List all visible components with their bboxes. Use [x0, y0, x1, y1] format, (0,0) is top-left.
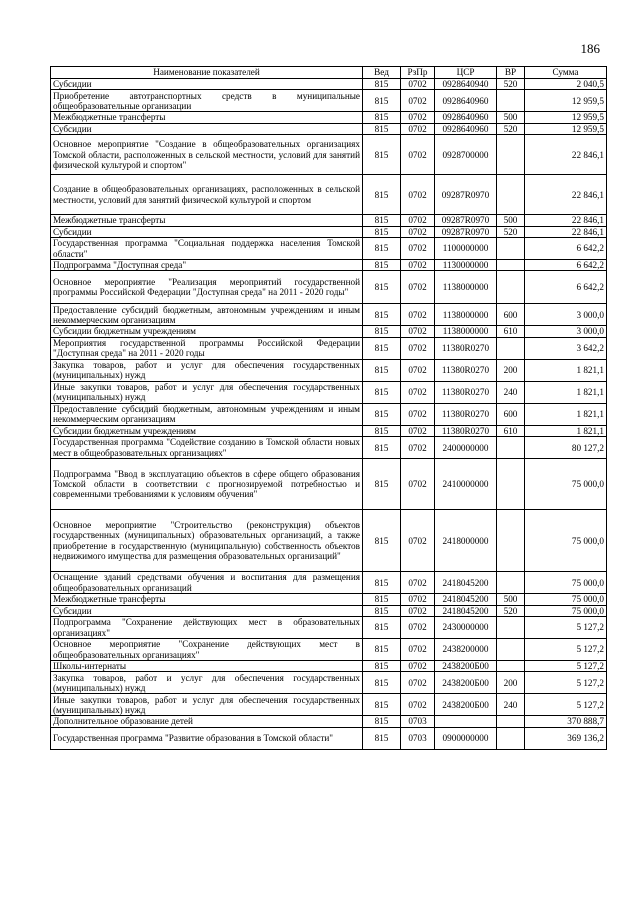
cell-ved: 815 [363, 304, 401, 326]
cell-sum: 3 000,0 [525, 326, 607, 337]
cell-sum: 75 000,0 [525, 594, 607, 605]
table-row [51, 337, 607, 359]
cell-rzpr: 0702 [401, 79, 435, 90]
cell-rzpr: 0702 [401, 617, 435, 639]
table-row [51, 123, 607, 134]
cell-sum: 370 888,7 [525, 716, 607, 727]
cell-ved: 815 [363, 572, 401, 594]
cell-ved: 815 [363, 605, 401, 616]
cell-name: Иные закупки товаров, работ и услуг для обеспечения государственных (муниципальных) нужд [51, 381, 363, 403]
cell-csr: 11380R0270 [435, 425, 497, 436]
cell-ved: 815 [363, 260, 401, 271]
cell-vr: 600 [497, 304, 525, 326]
cell-csr: 2410000000 [435, 459, 497, 510]
table-row [51, 381, 607, 403]
cell-rzpr: 0702 [401, 594, 435, 605]
cell-ved: 815 [363, 459, 401, 510]
cell-ved: 815 [363, 403, 401, 425]
cell-vr [497, 337, 525, 359]
header-name: Наименование показателей [51, 67, 363, 79]
cell-sum: 1 821,1 [525, 425, 607, 436]
table-row [51, 403, 607, 425]
cell-ved: 815 [363, 215, 401, 226]
cell-name: Государственная программа "Содействие созданию в Томской области новых мест в общеобразовательных организациях" [51, 437, 363, 459]
cell-name: Основное мероприятие "Сохранение действующих мест в общеобразовательных организациях" [51, 639, 363, 661]
cell-name: Предоставление субсидий бюджетным, автономным учреждениям и иным некоммерческим организациям [51, 403, 363, 425]
cell-rzpr: 0702 [401, 437, 435, 459]
cell-name: Приобретение автотранспортных средств в муниципальные общеобразовательные организации [51, 90, 363, 112]
cell-csr: 09287R0970 [435, 215, 497, 226]
cell-vr: 500 [497, 215, 525, 226]
cell-csr: 2418045200 [435, 605, 497, 616]
cell-name: Оснащение зданий средствами обучения и воспитания для размещения общеобразовательных организаций [51, 572, 363, 594]
cell-vr: 610 [497, 425, 525, 436]
table-row [51, 359, 607, 381]
cell-rzpr: 0702 [401, 215, 435, 226]
cell-sum: 1 821,1 [525, 359, 607, 381]
cell-rzpr: 0702 [401, 90, 435, 112]
cell-vr: 520 [497, 226, 525, 237]
cell-name: Основное мероприятие "Строительство (реконструкция) объектов государственных (муниципальных) образовательных организаций, а также приобретение в государственную (муниципальную) собственность объектов недвижимого имущества для размещения образовательных организаций" [51, 510, 363, 572]
table-row [51, 326, 607, 337]
table-row [51, 639, 607, 661]
cell-name: Субсидии [51, 123, 363, 134]
table-row [51, 226, 607, 237]
cell-csr: 11380R0270 [435, 403, 497, 425]
cell-name: Субсидии бюджетным учреждениям [51, 326, 363, 337]
cell-csr: 2418045200 [435, 572, 497, 594]
cell-vr [497, 510, 525, 572]
cell-rzpr: 0702 [401, 123, 435, 134]
table-row [51, 79, 607, 90]
table-row [51, 425, 607, 436]
cell-csr: 2430000000 [435, 617, 497, 639]
cell-sum: 5 127,2 [525, 661, 607, 672]
cell-csr: 2438200Б00 [435, 661, 497, 672]
cell-sum: 12 959,5 [525, 112, 607, 123]
cell-name: Субсидии [51, 226, 363, 237]
cell-csr: 1138000000 [435, 271, 497, 304]
cell-rzpr: 0702 [401, 135, 435, 175]
cell-vr [497, 617, 525, 639]
cell-ved: 815 [363, 672, 401, 694]
cell-vr [497, 260, 525, 271]
cell-vr: 600 [497, 403, 525, 425]
cell-sum: 1 821,1 [525, 403, 607, 425]
cell-rzpr: 0703 [401, 716, 435, 727]
cell-ved: 815 [363, 238, 401, 260]
cell-csr: 0900000000 [435, 727, 497, 749]
cell-sum: 75 000,0 [525, 572, 607, 594]
cell-name: Мероприятия государственной программы Российской Федерации "Доступная среда" на 2011 - 2020 годы [51, 337, 363, 359]
cell-sum: 6 642,2 [525, 238, 607, 260]
cell-ved: 815 [363, 123, 401, 134]
cell-rzpr: 0703 [401, 727, 435, 749]
cell-sum: 3 000,0 [525, 304, 607, 326]
table-row [51, 716, 607, 727]
table-row [51, 215, 607, 226]
cell-csr: 2438200000 [435, 639, 497, 661]
cell-ved: 815 [363, 594, 401, 605]
cell-ved: 815 [363, 727, 401, 749]
cell-sum: 75 000,0 [525, 605, 607, 616]
cell-csr: 0928640960 [435, 112, 497, 123]
cell-rzpr: 0702 [401, 425, 435, 436]
cell-ved: 815 [363, 79, 401, 90]
cell-name: Создание в общеобразовательных организациях, расположенных в сельской местности, условий для занятий физической культурой и спортом [51, 175, 363, 215]
cell-sum: 22 846,1 [525, 175, 607, 215]
cell-rzpr: 0702 [401, 403, 435, 425]
cell-name: Субсидии [51, 79, 363, 90]
table-row [51, 459, 607, 510]
table-body [51, 79, 607, 750]
cell-vr [497, 661, 525, 672]
cell-ved: 815 [363, 425, 401, 436]
cell-sum: 2 040,5 [525, 79, 607, 90]
cell-csr: 2400000000 [435, 437, 497, 459]
cell-sum: 12 959,5 [525, 123, 607, 134]
table-row [51, 605, 607, 616]
table-row [51, 594, 607, 605]
cell-csr: 2418000000 [435, 510, 497, 572]
cell-sum: 80 127,2 [525, 437, 607, 459]
cell-sum: 5 127,2 [525, 694, 607, 716]
cell-rzpr: 0702 [401, 175, 435, 215]
cell-name: Предоставление субсидий бюджетным, автономным учреждениям и иным некоммерческим организациям [51, 304, 363, 326]
table-row [51, 437, 607, 459]
cell-rzpr: 0702 [401, 112, 435, 123]
table-row [51, 694, 607, 716]
cell-name: Дополнительное образование детей [51, 716, 363, 727]
cell-csr: 1130000000 [435, 260, 497, 271]
cell-rzpr: 0702 [401, 572, 435, 594]
cell-name: Подпрограмма "Ввод в эксплуатацию объектов в сфере общего образования Томской области в соответствии с прогнозируемой потребностью и современными требованиями к условиям обучения" [51, 459, 363, 510]
cell-csr: 11380R0270 [435, 381, 497, 403]
cell-rzpr: 0702 [401, 337, 435, 359]
cell-rzpr: 0702 [401, 459, 435, 510]
header-rzpr: РзПр [401, 67, 435, 79]
header-sum: Сумма [525, 67, 607, 79]
cell-name: Закупка товаров, работ и услуг для обеспечения государственных (муниципальных) нужд [51, 672, 363, 694]
cell-csr: 1138000000 [435, 326, 497, 337]
cell-ved: 815 [363, 381, 401, 403]
cell-csr: 09287R0970 [435, 175, 497, 215]
cell-csr: 2438200Б00 [435, 694, 497, 716]
cell-rzpr: 0702 [401, 694, 435, 716]
cell-ved: 815 [363, 694, 401, 716]
cell-sum: 369 136,2 [525, 727, 607, 749]
cell-rzpr: 0702 [401, 238, 435, 260]
cell-vr: 520 [497, 605, 525, 616]
cell-csr: 1138000000 [435, 304, 497, 326]
cell-name: Государственная программа "Социальная поддержка населения Томской области" [51, 238, 363, 260]
cell-name: Подпрограмма "Доступная среда" [51, 260, 363, 271]
cell-csr: 11380R0270 [435, 359, 497, 381]
cell-rzpr: 0702 [401, 304, 435, 326]
cell-sum: 5 127,2 [525, 639, 607, 661]
cell-sum: 12 959,5 [525, 90, 607, 112]
cell-vr [497, 727, 525, 749]
table-row [51, 90, 607, 112]
cell-rzpr: 0702 [401, 661, 435, 672]
cell-rzpr: 0702 [401, 381, 435, 403]
header-csr: ЦСР [435, 67, 497, 79]
cell-csr: 2418045200 [435, 594, 497, 605]
cell-sum: 22 846,1 [525, 226, 607, 237]
cell-vr: 520 [497, 79, 525, 90]
cell-sum: 75 000,0 [525, 510, 607, 572]
cell-rzpr: 0702 [401, 260, 435, 271]
cell-rzpr: 0702 [401, 226, 435, 237]
cell-vr: 500 [497, 112, 525, 123]
cell-name: Межбюджетные трансферты [51, 112, 363, 123]
cell-sum: 3 642,2 [525, 337, 607, 359]
cell-name: Субсидии бюджетным учреждениям [51, 425, 363, 436]
cell-vr: 200 [497, 672, 525, 694]
cell-sum: 75 000,0 [525, 459, 607, 510]
cell-name: Межбюджетные трансферты [51, 215, 363, 226]
cell-name: Государственная программа "Развитие образования в Томской области" [51, 727, 363, 749]
cell-ved: 815 [363, 326, 401, 337]
cell-ved: 815 [363, 359, 401, 381]
cell-ved: 815 [363, 271, 401, 304]
cell-ved: 815 [363, 617, 401, 639]
cell-ved: 815 [363, 135, 401, 175]
cell-csr: 09287R0970 [435, 226, 497, 237]
cell-vr: 520 [497, 123, 525, 134]
cell-ved: 815 [363, 437, 401, 459]
cell-name: Закупка товаров, работ и услуг для обеспечения государственных (муниципальных) нужд [51, 359, 363, 381]
cell-csr: 1100000000 [435, 238, 497, 260]
cell-ved: 815 [363, 175, 401, 215]
table-row [51, 661, 607, 672]
cell-vr [497, 716, 525, 727]
table-row [51, 112, 607, 123]
cell-sum: 1 821,1 [525, 381, 607, 403]
cell-vr: 240 [497, 694, 525, 716]
table-row [51, 727, 607, 749]
cell-rzpr: 0702 [401, 326, 435, 337]
table-header-row [51, 67, 607, 79]
cell-vr [497, 238, 525, 260]
table-row [51, 135, 607, 175]
cell-name: Подпрограмма "Сохранение действующих мест в образовательных организациях" [51, 617, 363, 639]
cell-vr: 610 [497, 326, 525, 337]
cell-ved: 815 [363, 226, 401, 237]
cell-csr: 11380R0270 [435, 337, 497, 359]
budget-table [50, 66, 607, 750]
cell-sum: 5 127,2 [525, 672, 607, 694]
cell-ved: 815 [363, 90, 401, 112]
cell-name: Субсидии [51, 605, 363, 616]
cell-vr: 500 [497, 594, 525, 605]
cell-rzpr: 0702 [401, 639, 435, 661]
table-row [51, 617, 607, 639]
cell-csr: 0928640960 [435, 123, 497, 134]
cell-vr [497, 175, 525, 215]
table-row [51, 260, 607, 271]
cell-vr [497, 271, 525, 304]
cell-ved: 815 [363, 337, 401, 359]
cell-vr: 240 [497, 381, 525, 403]
cell-vr [497, 639, 525, 661]
cell-sum: 6 642,2 [525, 271, 607, 304]
table-row [51, 238, 607, 260]
cell-vr [497, 90, 525, 112]
table-row [51, 271, 607, 304]
cell-vr [497, 135, 525, 175]
cell-rzpr: 0702 [401, 271, 435, 304]
table-row [51, 304, 607, 326]
cell-ved: 815 [363, 639, 401, 661]
cell-sum: 22 846,1 [525, 135, 607, 175]
table-row [51, 572, 607, 594]
cell-vr [497, 437, 525, 459]
cell-name: Школы-интернаты [51, 661, 363, 672]
cell-name: Основное мероприятие "Реализация мероприятий государственной программы Российской Федерации "Доступная среда" на 2011 - 2020 годы" [51, 271, 363, 304]
cell-ved: 815 [363, 510, 401, 572]
cell-name: Иные закупки товаров, работ и услуг для обеспечения государственных (муниципальных) нужд [51, 694, 363, 716]
cell-vr: 200 [497, 359, 525, 381]
cell-sum: 5 127,2 [525, 617, 607, 639]
table-row [51, 672, 607, 694]
cell-csr: 0928640960 [435, 90, 497, 112]
cell-ved: 815 [363, 661, 401, 672]
page-number: 186 [580, 41, 600, 56]
cell-rzpr: 0702 [401, 605, 435, 616]
cell-rzpr: 0702 [401, 359, 435, 381]
cell-name: Основное мероприятие "Создание в общеобразовательных организациях Томской области, расположенных в сельской местности, условий для занятий физической культурой и спортом" [51, 135, 363, 175]
cell-vr [497, 459, 525, 510]
cell-sum: 6 642,2 [525, 260, 607, 271]
cell-ved: 815 [363, 112, 401, 123]
cell-csr: 0928700000 [435, 135, 497, 175]
cell-rzpr: 0702 [401, 672, 435, 694]
header-vr: ВР [497, 67, 525, 79]
cell-csr [435, 716, 497, 727]
cell-ved: 815 [363, 716, 401, 727]
cell-name: Межбюджетные трансферты [51, 594, 363, 605]
cell-vr [497, 572, 525, 594]
cell-sum: 22 846,1 [525, 215, 607, 226]
cell-rzpr: 0702 [401, 510, 435, 572]
cell-csr: 2438200Б00 [435, 672, 497, 694]
table-row [51, 510, 607, 572]
table-row [51, 175, 607, 215]
cell-csr: 0928640940 [435, 79, 497, 90]
header-ved: Вед [363, 67, 401, 79]
